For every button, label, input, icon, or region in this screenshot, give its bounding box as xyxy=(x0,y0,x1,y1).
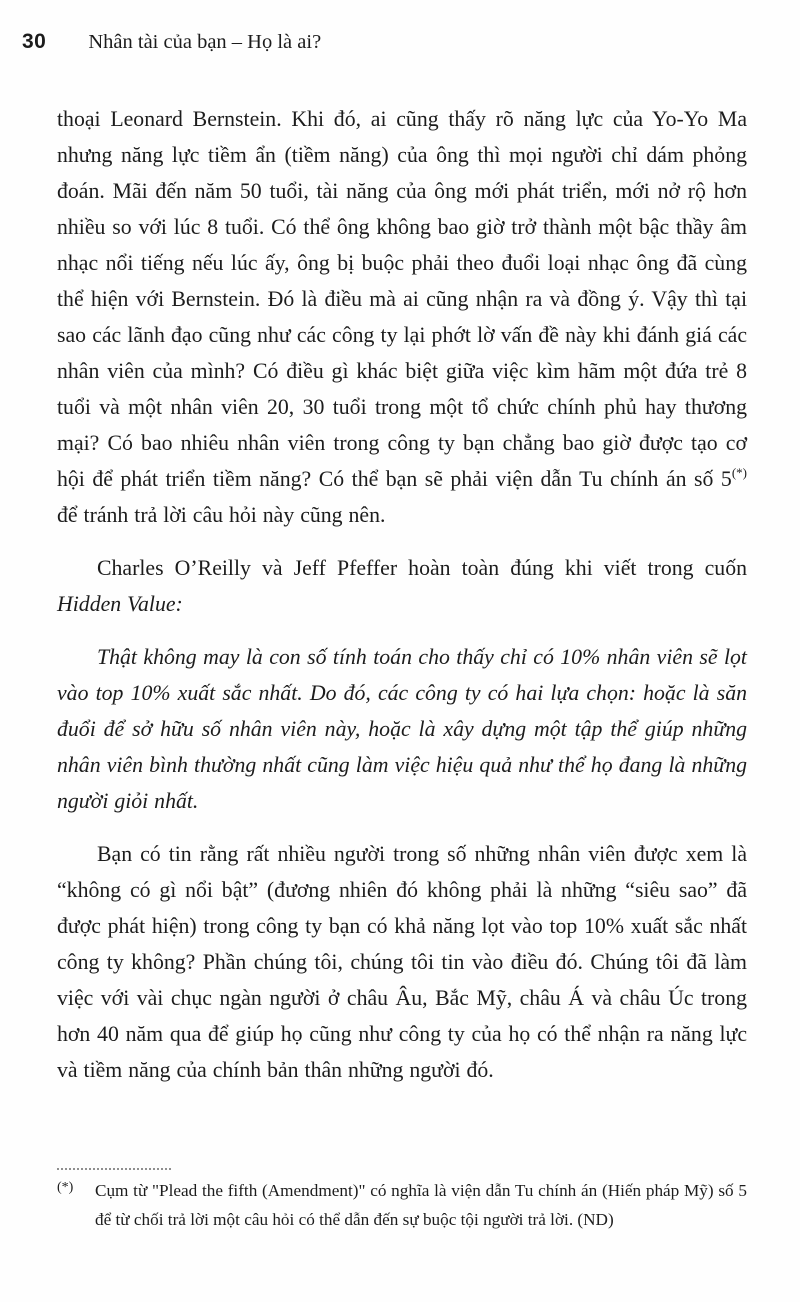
footnote-area xyxy=(57,1168,747,1234)
footnote-marker: (*) xyxy=(57,1180,74,1195)
paragraph-3: Bạn có tin rằng rất nhiều người trong số những nhân viên được xem là “không có gì nổi bật” (đương nhiên đó không phải là những “siêu sao” đã được phát hiện) trong công ty bạn có khả năng lọt vào top 10% xuất sắc nhất công ty không? Phần chúng tôi, chúng tôi tin vào điều đó. Chúng tôi đã làm việc với vài chục ngàn người ở châu Âu, Bắc Mỹ, châu Á và châu Úc trong hơn 40 năm qua để giúp họ cũng như công ty của họ có thể nhận ra năng lực và tiềm năng của chính bản thân những người đó. xyxy=(57,842,747,1082)
paragraph-1-text: thoại Leonard Bernstein. Khi đó, ai cũng thấy rõ năng lực của Yo-Yo Ma nhưng năng lực tiềm ẩn (tiềm năng) của ông thì mọi người chỉ dám phỏng đoán. Mãi đến năm 50 tuổi, tài năng của ông mới phát triển, mới nở rộ hơn nhiều so với lúc 8 tuổi. Có thể ông không bao giờ trở thành một bậc thầy âm nhạc nổi tiếng nếu lúc ấy, ông bị buộc phải theo đuổi loại nhạc ông đã cùng thể hiện với Bernstein. Đó là điều mà ai cũng nhận ra và đồng ý. Vậy thì tại sao các lãnh đạo cũng như các công ty lại phớt lờ vấn đề này khi đánh giá các nhân viên của mình? Có điều gì khác biệt giữa việc kìm hãm một đứa trẻ 8 tuổi và một nhân viên 20, 30 tuổi trong một tổ chức chính phủ hay thương mại? Có bao nhiêu nhân viên trong công ty bạn chẳng bao giờ được tạo cơ hội để phát triển tiềm năng? Có thể bạn sẽ phải viện dẫn Tu chính án số 5 xyxy=(57,107,747,491)
running-title: Nhân tài của bạn – Họ là ai? xyxy=(88,31,322,53)
paragraph-1-continued: để tránh trả lời câu hỏi này cũng nên. xyxy=(57,503,386,527)
footnote-reference: (*) xyxy=(731,465,747,480)
book-title: Hidden Value: xyxy=(57,592,183,616)
running-header xyxy=(22,30,321,54)
page-content xyxy=(57,101,747,1105)
page-number: 30 xyxy=(22,30,47,53)
paragraph-2 xyxy=(57,550,747,622)
paragraph-2-text: Charles O’Reilly và Jeff Pfeffer hoàn toàn đúng khi viết trong cuốn xyxy=(97,556,747,580)
footnote-text: Cụm từ "Plead the fifth (Amendment)" có nghĩa là viện dẫn Tu chính án (Hiến pháp Mỹ) số 5 để từ chối trả lời một câu hỏi có thể dẫn đến sự buộc tội người trả lời. (ND) xyxy=(95,1181,747,1229)
footnote xyxy=(57,1177,747,1234)
paragraph-1 xyxy=(57,101,747,533)
block-quote: Thật không may là con số tính toán cho thấy chỉ có 10% nhân viên sẽ lọt vào top 10% xuất sắc nhất. Do đó, các công ty có hai lựa chọn: hoặc là săn đuổi để sở hữu số nhân viên này, hoặc là xây dựng một tập thể giúp những nhân viên bình thường nhất cũng làm việc hiệu quả như thể họ đang là những người giỏi nhất. xyxy=(57,645,747,813)
footnote-divider xyxy=(57,1168,171,1170)
